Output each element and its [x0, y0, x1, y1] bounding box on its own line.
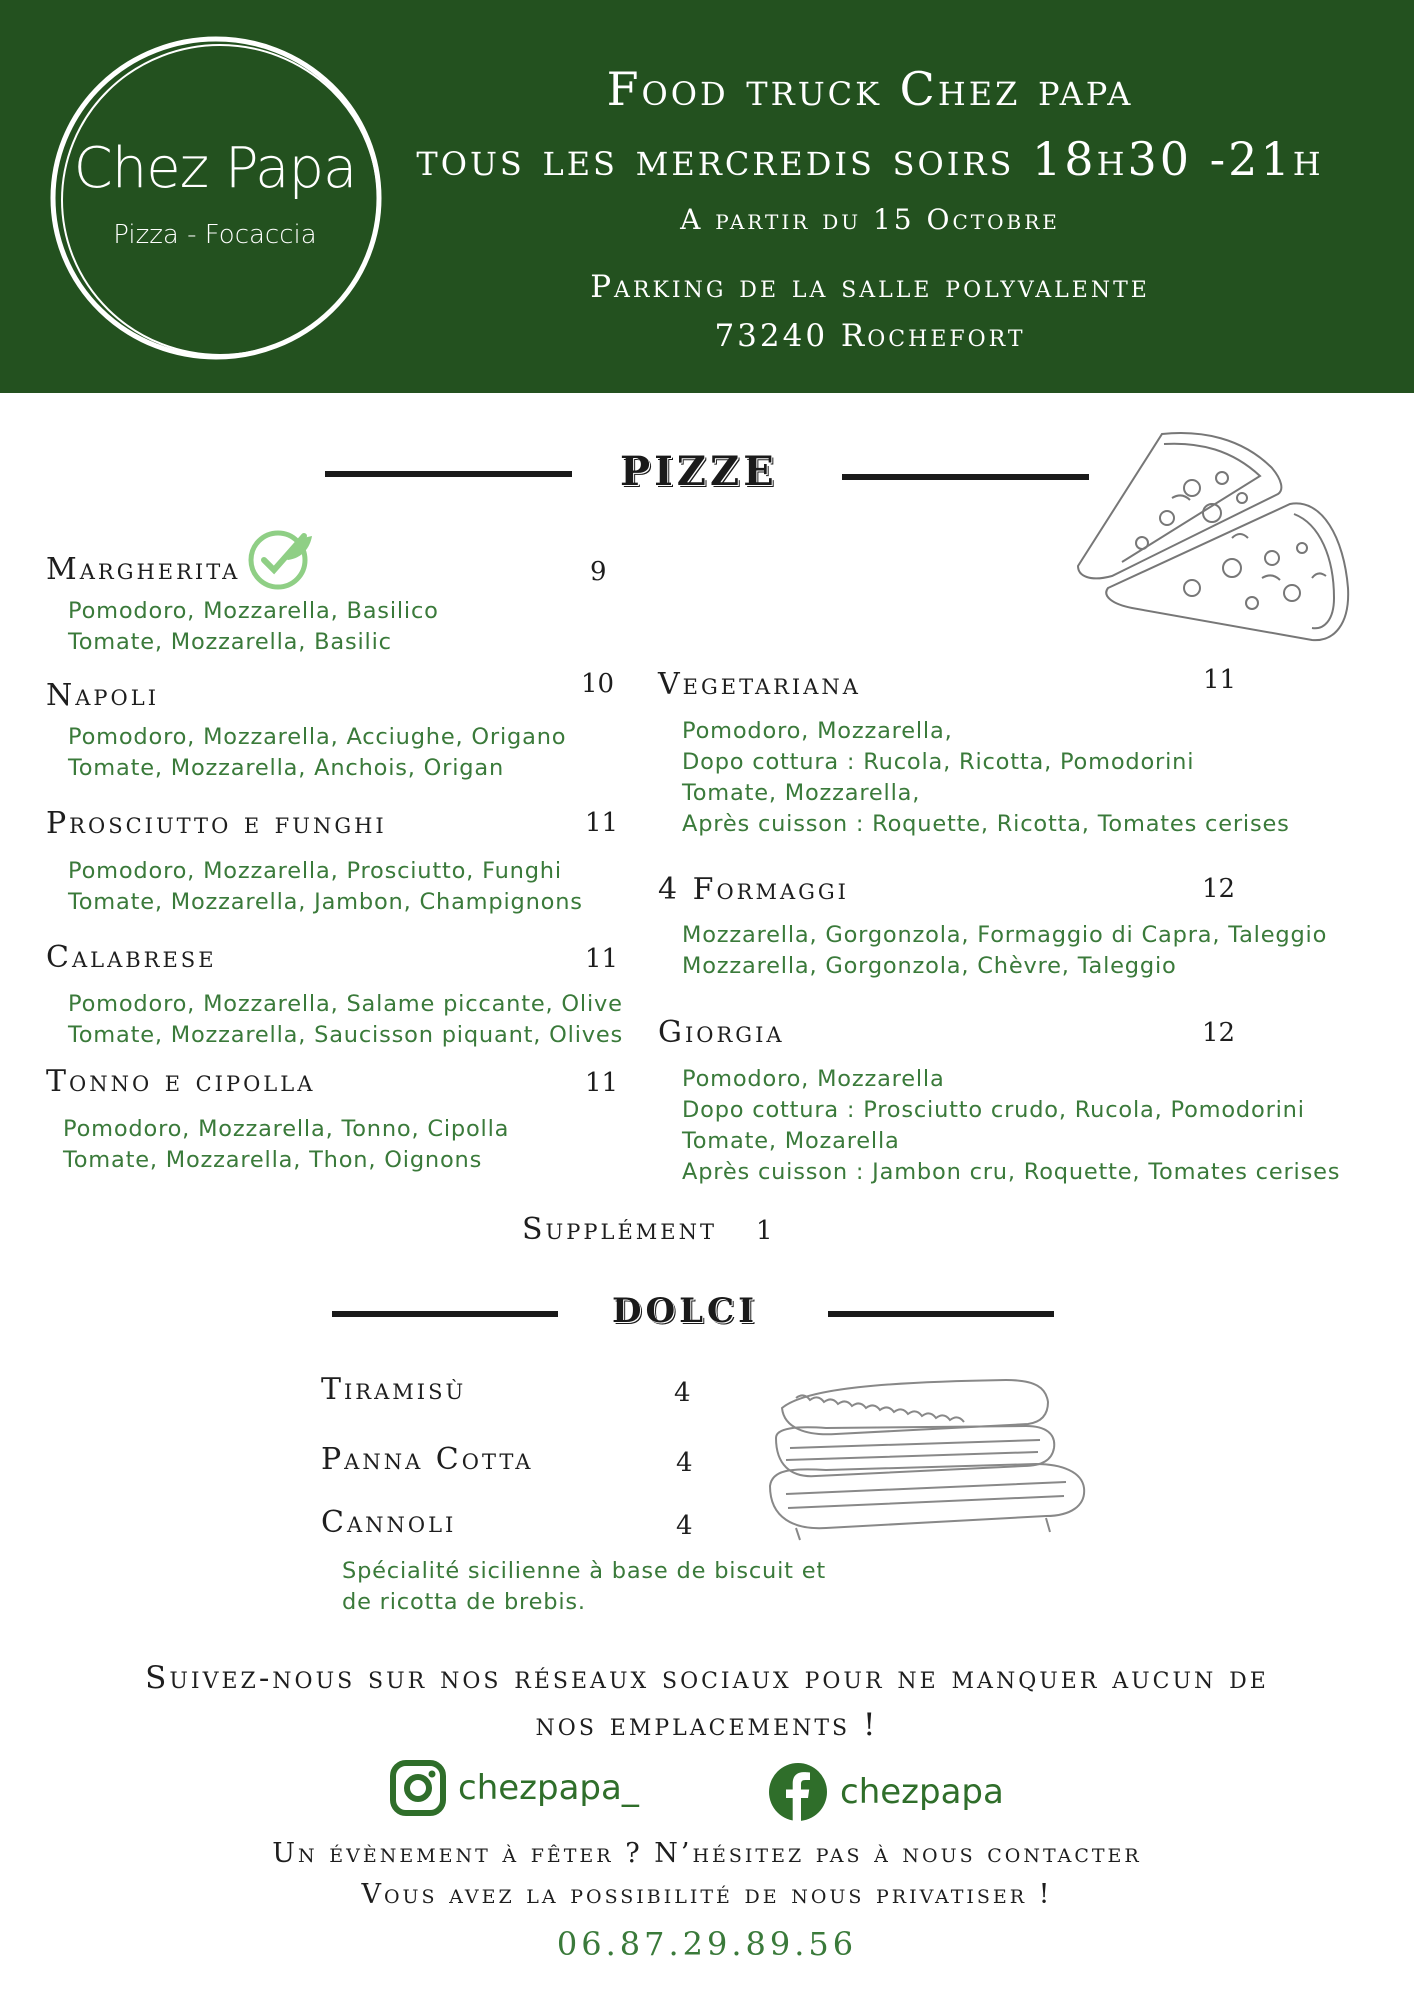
desc-line: Pomodoro, Mozzarella, Salame piccante, Olive: [68, 991, 623, 1017]
desc-line: Après cuisson : Jambon cru, Roquette, Tomates cerises: [682, 1159, 1341, 1185]
dessert-name-tiramisu: Tiramisù: [321, 1372, 467, 1407]
section-title-dolci: DOLCI: [612, 1291, 758, 1331]
pizza-desc-giorgia: [682, 1064, 1340, 1188]
headline-title: Food truck Chez papa: [606, 62, 1134, 116]
vegetarian-leaf-icon: [246, 528, 318, 590]
pizza-name-napoli: Napoli: [46, 678, 160, 713]
divider-right: [828, 1311, 1054, 1317]
tiramisu-icon: [766, 1368, 1096, 1546]
pizza-desc-margherita: [68, 596, 439, 658]
facebook-handle: chezpapa: [840, 1772, 1004, 1812]
pizza-name-tonno-cipolla: Tonno e cipolla: [46, 1064, 316, 1099]
pizza-price-napoli: 10: [581, 669, 615, 699]
pizza-price-vegetariana: 11: [1203, 665, 1237, 695]
desc-line: Pomodoro, Mozzarella, Basilico: [68, 598, 439, 624]
header-banner: [0, 0, 1414, 393]
pizza-price-tonno-cipolla: 11: [585, 1068, 619, 1098]
desc-line: Dopo cottura : Prosciutto crudo, Rucola, Pomodorini: [682, 1097, 1305, 1123]
desc-line: Dopo cottura : Rucola, Ricotta, Pomodorini: [682, 749, 1195, 775]
divider-right: [842, 474, 1089, 480]
follow-text-line2: nos emplacements !: [535, 1707, 879, 1743]
facebook-icon: [768, 1762, 828, 1822]
headline-city: 73240 Rochefort: [714, 318, 1026, 354]
pizza-slice-icon: [1072, 428, 1356, 650]
pizza-price-giorgia: 12: [1202, 1018, 1236, 1048]
instagram-link[interactable]: [390, 1760, 639, 1816]
pizza-desc-tonno-cipolla: [63, 1114, 509, 1176]
desc-line: Tomate, Mozzarella, Saucisson piquant, Olives: [68, 1022, 624, 1048]
desc-line: de ricotta de brebis.: [342, 1589, 586, 1615]
desc-line: Tomate, Mozzarella, Basilic: [68, 629, 392, 655]
dessert-name-panna-cotta: Panna Cotta: [321, 1442, 534, 1477]
desc-line: Tomate, Mozarella: [682, 1128, 900, 1154]
event-text-line2: Vous avez la possibilité de nous privatiser !: [361, 1879, 1053, 1910]
desc-line: Mozzarella, Gorgonzola, Chèvre, Taleggio: [682, 953, 1177, 979]
phone-number[interactable]: 06.87.29.89.56: [556, 1925, 858, 1963]
desc-line: Tomate, Mozzarella,: [682, 780, 921, 806]
section-title-pizze: PIZZE: [620, 448, 778, 495]
divider-left: [325, 471, 572, 477]
supplement-price: 1: [756, 1216, 773, 1246]
desc-line: Tomate, Mozzarella, Jambon, Champignons: [68, 889, 583, 915]
desc-line: Pomodoro, Mozzarella, Tonno, Cipolla: [63, 1116, 510, 1142]
instagram-icon: [390, 1760, 446, 1816]
pizza-desc-prosciutto-funghi: [68, 856, 583, 918]
follow-text-line1: Suivez-nous sur nos réseaux sociaux pour ne manquer aucun de: [145, 1660, 1269, 1696]
pizza-price-4-formaggi: 12: [1202, 874, 1236, 904]
pizza-price-calabrese: 11: [585, 944, 619, 974]
dessert-name-cannoli: Cannoli: [321, 1505, 457, 1540]
pizza-name-calabrese: Calabrese: [46, 940, 217, 975]
desc-line: Pomodoro, Mozzarella, Prosciutto, Funghi: [68, 858, 562, 884]
pizza-desc-4-formaggi: [682, 920, 1327, 982]
event-text-line1: Un évènement à fêter ? N’hésitez pas à nous contacter: [272, 1838, 1142, 1869]
desc-line: Tomate, Mozzarella, Thon, Oignons: [63, 1147, 483, 1173]
headline-schedule: tous les mercredis soirs 18h30 -21h: [416, 132, 1324, 186]
desc-line: Tomate, Mozzarella, Anchois, Origan: [68, 755, 505, 781]
supplement-label: Supplément: [522, 1212, 717, 1247]
pizza-name-prosciutto-funghi: Prosciutto e funghi: [46, 806, 387, 841]
logo-tagline: Pizza - Focaccia: [113, 220, 317, 250]
desc-line: Après cuisson : Roquette, Ricotta, Tomates cerises: [682, 811, 1290, 837]
logo-name: Chez Papa: [73, 136, 357, 201]
pizza-name-giorgia: Giorgia: [658, 1015, 785, 1050]
headline-location: Parking de la salle polyvalente: [590, 269, 1150, 305]
desc-line: Pomodoro, Mozzarella: [682, 1066, 945, 1092]
logo: [48, 34, 390, 364]
pizza-name-vegetariana: Vegetariana: [658, 667, 861, 702]
instagram-handle: chezpapa_: [458, 1768, 639, 1808]
pizza-desc-napoli: [68, 722, 566, 784]
dessert-price-cannoli: 4: [676, 1511, 693, 1541]
pizza-desc-calabrese: [68, 989, 623, 1051]
headline-start-date: A partir du 15 Octobre: [680, 203, 1060, 236]
pizza-price-prosciutto-funghi: 11: [585, 808, 619, 838]
desc-line: Mozzarella, Gorgonzola, Formaggio di Capra, Taleggio: [682, 922, 1328, 948]
pizza-name-4-formaggi: 4 Formaggi: [658, 872, 849, 907]
desc-line: Pomodoro, Mozzarella,: [682, 718, 953, 744]
dessert-price-panna-cotta: 4: [676, 1448, 693, 1478]
dessert-desc-cannoli: [342, 1556, 826, 1618]
pizza-price-margherita: 9: [590, 557, 607, 587]
pizza-name-margherita: Margherita: [46, 552, 241, 587]
dessert-price-tiramisu: 4: [674, 1378, 691, 1408]
desc-line: Spécialité sicilienne à base de biscuit et: [342, 1558, 826, 1584]
divider-left: [332, 1311, 558, 1317]
desc-line: Pomodoro, Mozzarella, Acciughe, Origano: [68, 724, 567, 750]
facebook-link[interactable]: [768, 1762, 1004, 1822]
pizza-desc-vegetariana: [682, 716, 1290, 840]
